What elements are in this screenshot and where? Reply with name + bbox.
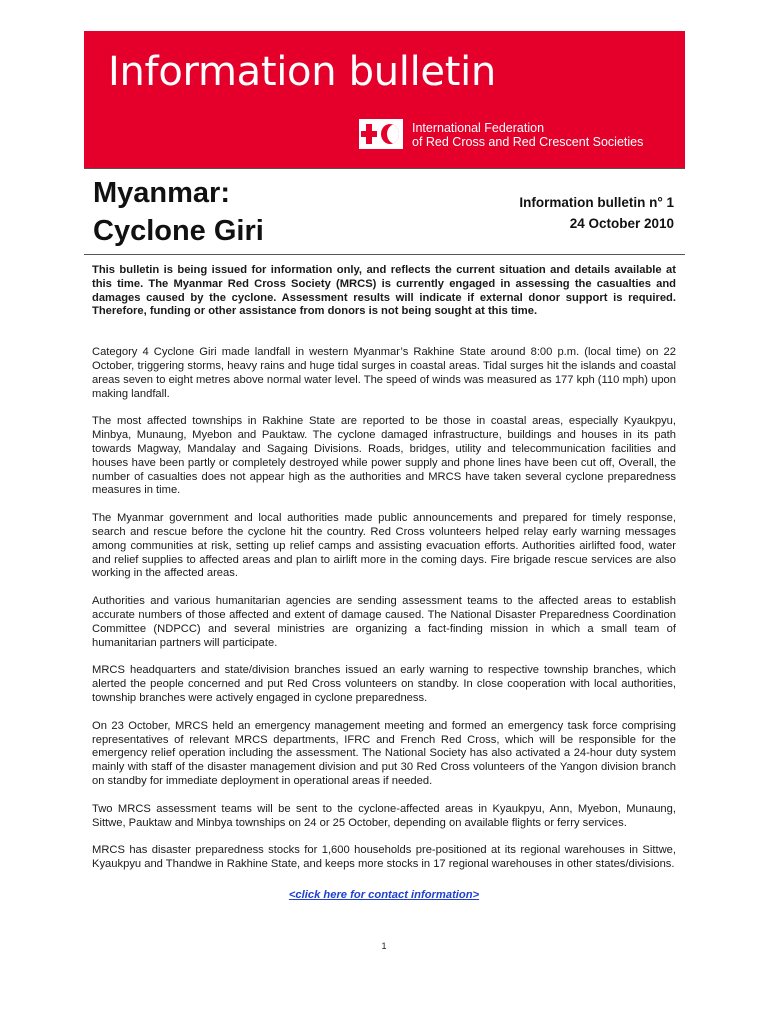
body-paragraph: Category 4 Cyclone Giri made landfall in western Myanmar’s Rakhine State around 8:00 p.m. (local time) on 22 October, triggering storms, heavy rains and huge tidal surges in coastal areas. Tidal surges hit the islands and coastal areas seven to eight metres above normal water level. The speed of winds was measured as 177 kph (110 mph) upon making landfall. (92, 346, 676, 400)
header-banner (84, 31, 685, 169)
bulletin-body (92, 264, 676, 886)
bulletin-number: Information bulletin n° 1 (519, 195, 674, 210)
body-paragraph: MRCS has disaster preparedness stocks for 1,600 households pre-positioned at its regional warehouses in Sittwe, Kyaukpyu and Thandwe in Rakhine State, and keeps more stocks in 17 regional warehouses in other states/divisions. (92, 844, 676, 871)
page-number: 1 (381, 941, 387, 951)
org-name-line2: of Red Cross and Red Crescent Societies (412, 135, 644, 149)
divider (84, 168, 685, 169)
banner-title: Information bulletin (108, 49, 496, 95)
contact-info-link[interactable]: <click here for contact information> (288, 889, 480, 901)
page-title (93, 174, 264, 250)
body-paragraph: Two MRCS assessment teams will be sent to the cyclone-affected areas in Kyaukpyu, Ann, Myebon, Munaung, Sittwe, Pauktaw and Minbya townships on 24 or 25 October, depending on available flights or ferry services. (92, 802, 676, 829)
org-name-line1: International Federation (412, 121, 545, 135)
divider (84, 254, 685, 255)
title-country: Myanmar: (93, 177, 230, 209)
bulletin-date: 24 October 2010 (569, 216, 674, 231)
body-paragraph: The Myanmar government and local authorities made public announcements and prepared for timely response, search and rescue before the cyclone hit the country. Red Cross volunteers helped relay early warning messages among communities at risk, setting up relief camps and assisting evacuation efforts. Authorities airlifted food, water and relief supplies to affected areas and plan to airlift more in the coming days. Fire brigade rescue services are also working in the affected areas. (92, 512, 676, 580)
org-name (412, 121, 643, 149)
body-paragraph: Authorities and various humanitarian agencies are sending assessment teams to the affected areas to establish accurate numbers of those affected and extent of damage caused. The National Disaster Preparedness Coordination Committee (NDPCC) and several ministries are organizing a fact-finding mission in which a small team of humanitarian partners will participate. (92, 595, 676, 649)
body-paragraph: MRCS headquarters and state/division branches issued an early warning to respective township branches, which alerted the people concerned and put Red Cross volunteers on standby. In close cooperation with local authorities, township branches were actively engaged in cyclone preparedness. (92, 664, 676, 704)
body-paragraph: On 23 October, MRCS held an emergency management meeting and formed an emergency task force comprising representatives of relevant MRCS departments, IFRC and French Red Cross, which will be responsible for the emergency relief operation including the assessment. The National Society has also activated a 24-hour duty system mainly with staff of the disaster management division and put 30 Red Cross volunteers of the Yangon division branch on standby for immediate deployment in operational areas if needed. (92, 719, 676, 787)
title-event: Cyclone Giri (93, 215, 264, 247)
ifrc-emblem-icon (359, 119, 403, 149)
bulletin-meta (519, 192, 674, 234)
body-paragraph: The most affected townships in Rakhine State are reported to be those in coastal areas, especially Kyaukpyu, Minbya, Munaung, Myebon and Pauktaw. The cyclone damaged infrastructure, buildings and houses in its path towards Magway, Mandalay and Sagaing Divisions. Roads, bridges, utility and telecommunication facilities and houses have been partly or completely destroyed while power supply and phone lines have been cut off, Overall, the number of casualties does not appear high as the authorities and MRCS have taken several cyclone preparedness measures in time. (92, 415, 676, 497)
intro-paragraph: This bulletin is being issued for information only, and reflects the current situation and details available at this time. The Myanmar Red Cross Society (MRCS) is currently engaged in assessing the casualties and damages caused by the cyclone. Assessment results will indicate if external donor support is required. Therefore, funding or other assistance from donors is not being sought at this time. (92, 264, 676, 318)
red-crescent-icon (381, 124, 399, 144)
